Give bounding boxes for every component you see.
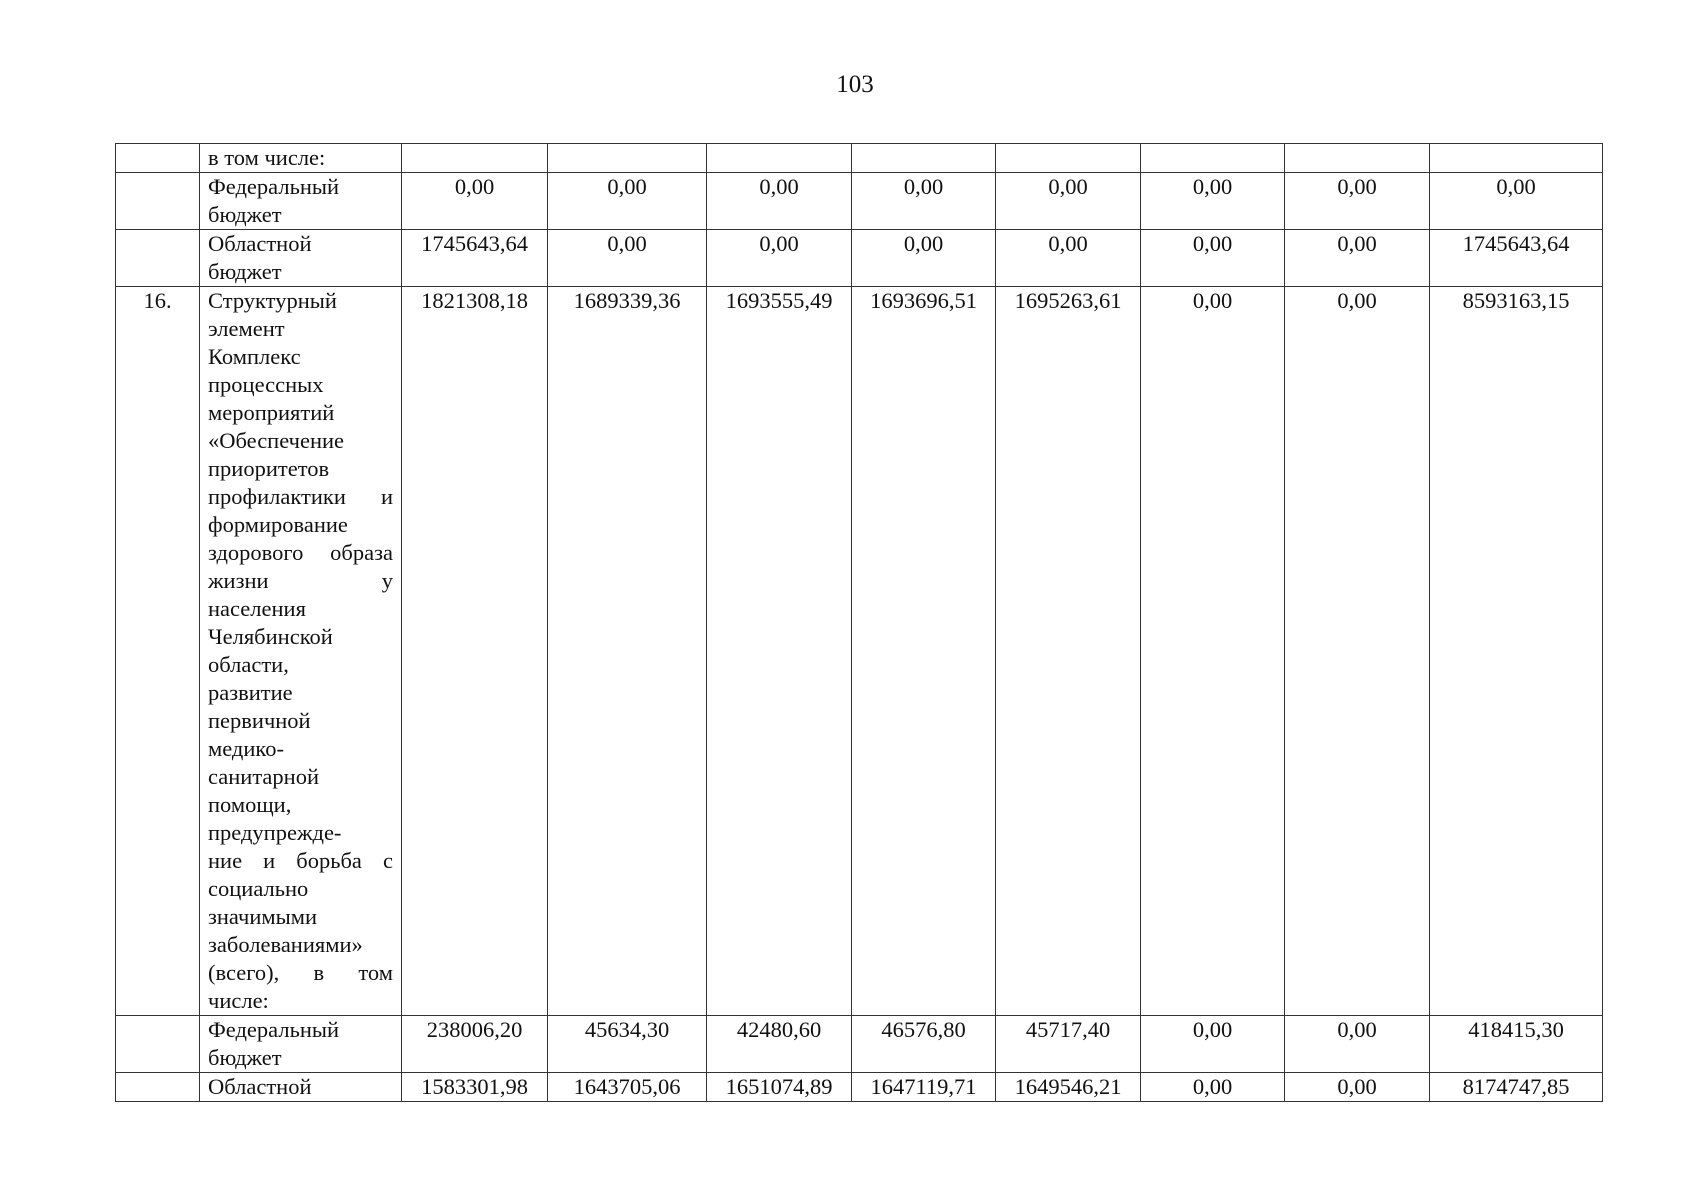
table-row	[116, 144, 1603, 173]
value-cell: 0,00	[1430, 173, 1603, 230]
row-name-line: приоритетов	[208, 456, 330, 481]
budget-table-body	[116, 144, 1603, 1102]
row-number-cell	[116, 173, 200, 230]
row-name-cell	[200, 230, 402, 287]
value-cell: 1695263,61	[996, 287, 1141, 1016]
value-cell: 0,00	[1285, 230, 1430, 287]
row-name-cell	[200, 173, 402, 230]
value-cell: 0,00	[1285, 1016, 1430, 1073]
row-name-line: бюджет	[208, 202, 282, 227]
value-cell	[996, 144, 1141, 173]
row-name-line: мероприятий	[208, 400, 335, 425]
row-name-line: формирование	[208, 512, 348, 537]
row-number-cell: 16.	[116, 287, 200, 1016]
row-name-line: заболеваниями»	[208, 932, 363, 957]
value-cell: 0,00	[1141, 230, 1285, 287]
value-cell: 1649546,21	[996, 1073, 1141, 1102]
row-name-cell	[200, 144, 402, 173]
row-name-line: населения	[208, 596, 306, 621]
value-cell: 0,00	[707, 173, 852, 230]
row-name-line: Структурный	[208, 288, 337, 313]
value-cell: 0,00	[548, 230, 707, 287]
value-cell: 0,00	[1141, 173, 1285, 230]
row-name-line: помощи,	[208, 792, 292, 817]
row-name-line: санитарной	[208, 764, 320, 789]
value-cell: 1821308,18	[402, 287, 548, 1016]
row-name-line: в том числе:	[208, 145, 326, 170]
row-name-line: здорового образа	[208, 540, 393, 565]
row-name-cell	[200, 287, 402, 1016]
value-cell: 1745643,64	[402, 230, 548, 287]
page-number: 103	[836, 71, 874, 98]
row-name-line: Областной	[208, 1074, 312, 1099]
value-cell: 0,00	[996, 173, 1141, 230]
row-name-line: первичной	[208, 708, 311, 733]
row-number-cell	[116, 144, 200, 173]
value-cell: 45717,40	[996, 1016, 1141, 1073]
row-name-cell	[200, 1073, 402, 1102]
table-row	[116, 287, 1603, 1016]
value-cell: 0,00	[852, 230, 996, 287]
row-name-line: (всего), в том	[208, 960, 393, 985]
row-name-line: предупрежде-	[208, 820, 342, 845]
value-cell: 0,00	[852, 173, 996, 230]
value-cell: 0,00	[1141, 287, 1285, 1016]
value-cell: 0,00	[548, 173, 707, 230]
value-cell: 1651074,89	[707, 1073, 852, 1102]
value-cell: 1745643,64	[1430, 230, 1603, 287]
row-name-line: развитие	[208, 680, 293, 705]
value-cell: 1643705,06	[548, 1073, 707, 1102]
row-name-line: Областной	[208, 231, 312, 256]
value-cell: 46576,80	[852, 1016, 996, 1073]
value-cell: 0,00	[402, 173, 548, 230]
row-name-line: элемент	[208, 316, 285, 341]
row-name-line: ние и борьба с	[208, 848, 393, 873]
row-number-cell	[116, 1016, 200, 1073]
row-name-line: области,	[208, 652, 289, 677]
row-name-line: «Обеспечение	[208, 428, 345, 453]
row-name-line: процессных	[208, 372, 324, 397]
value-cell: 0,00	[1285, 287, 1430, 1016]
row-name-line: Федеральный	[208, 174, 340, 199]
value-cell	[548, 144, 707, 173]
budget-table	[115, 143, 1603, 1102]
value-cell: 418415,30	[1430, 1016, 1603, 1073]
row-name-line: значимыми	[208, 904, 318, 929]
value-cell: 1693555,49	[707, 287, 852, 1016]
table-row	[116, 173, 1603, 230]
value-cell: 1583301,98	[402, 1073, 548, 1102]
value-cell: 8174747,85	[1430, 1073, 1603, 1102]
value-cell	[1430, 144, 1603, 173]
table-row	[116, 230, 1603, 287]
row-name-cell	[200, 1016, 402, 1073]
row-name-line: медико-	[208, 736, 284, 761]
row-name-line: жизни у	[208, 568, 393, 593]
value-cell	[402, 144, 548, 173]
row-name-line: профилактики и	[208, 484, 393, 509]
row-name-line: Комплекс	[208, 344, 301, 369]
row-name-line: бюджет	[208, 259, 282, 284]
value-cell: 0,00	[1285, 1073, 1430, 1102]
value-cell	[1285, 144, 1430, 173]
value-cell	[1141, 144, 1285, 173]
value-cell: 0,00	[996, 230, 1141, 287]
row-name-line: числе:	[208, 988, 269, 1013]
value-cell: 1693696,51	[852, 287, 996, 1016]
row-name-line: бюджет	[208, 1045, 282, 1070]
value-cell	[852, 144, 996, 173]
value-cell: 1689339,36	[548, 287, 707, 1016]
value-cell: 45634,30	[548, 1016, 707, 1073]
value-cell: 0,00	[1141, 1073, 1285, 1102]
value-cell: 238006,20	[402, 1016, 548, 1073]
value-cell: 8593163,15	[1430, 287, 1603, 1016]
value-cell: 0,00	[1285, 173, 1430, 230]
row-name-line: Челябинской	[208, 624, 333, 649]
value-cell: 0,00	[707, 230, 852, 287]
value-cell: 0,00	[1141, 1016, 1285, 1073]
table-row	[116, 1073, 1603, 1102]
value-cell	[707, 144, 852, 173]
row-name-line: Федеральный	[208, 1017, 340, 1042]
row-number-cell	[116, 230, 200, 287]
value-cell: 42480,60	[707, 1016, 852, 1073]
row-number-cell	[116, 1073, 200, 1102]
row-name-line: социально	[208, 876, 309, 901]
table-row	[116, 1016, 1603, 1073]
value-cell: 1647119,71	[852, 1073, 996, 1102]
